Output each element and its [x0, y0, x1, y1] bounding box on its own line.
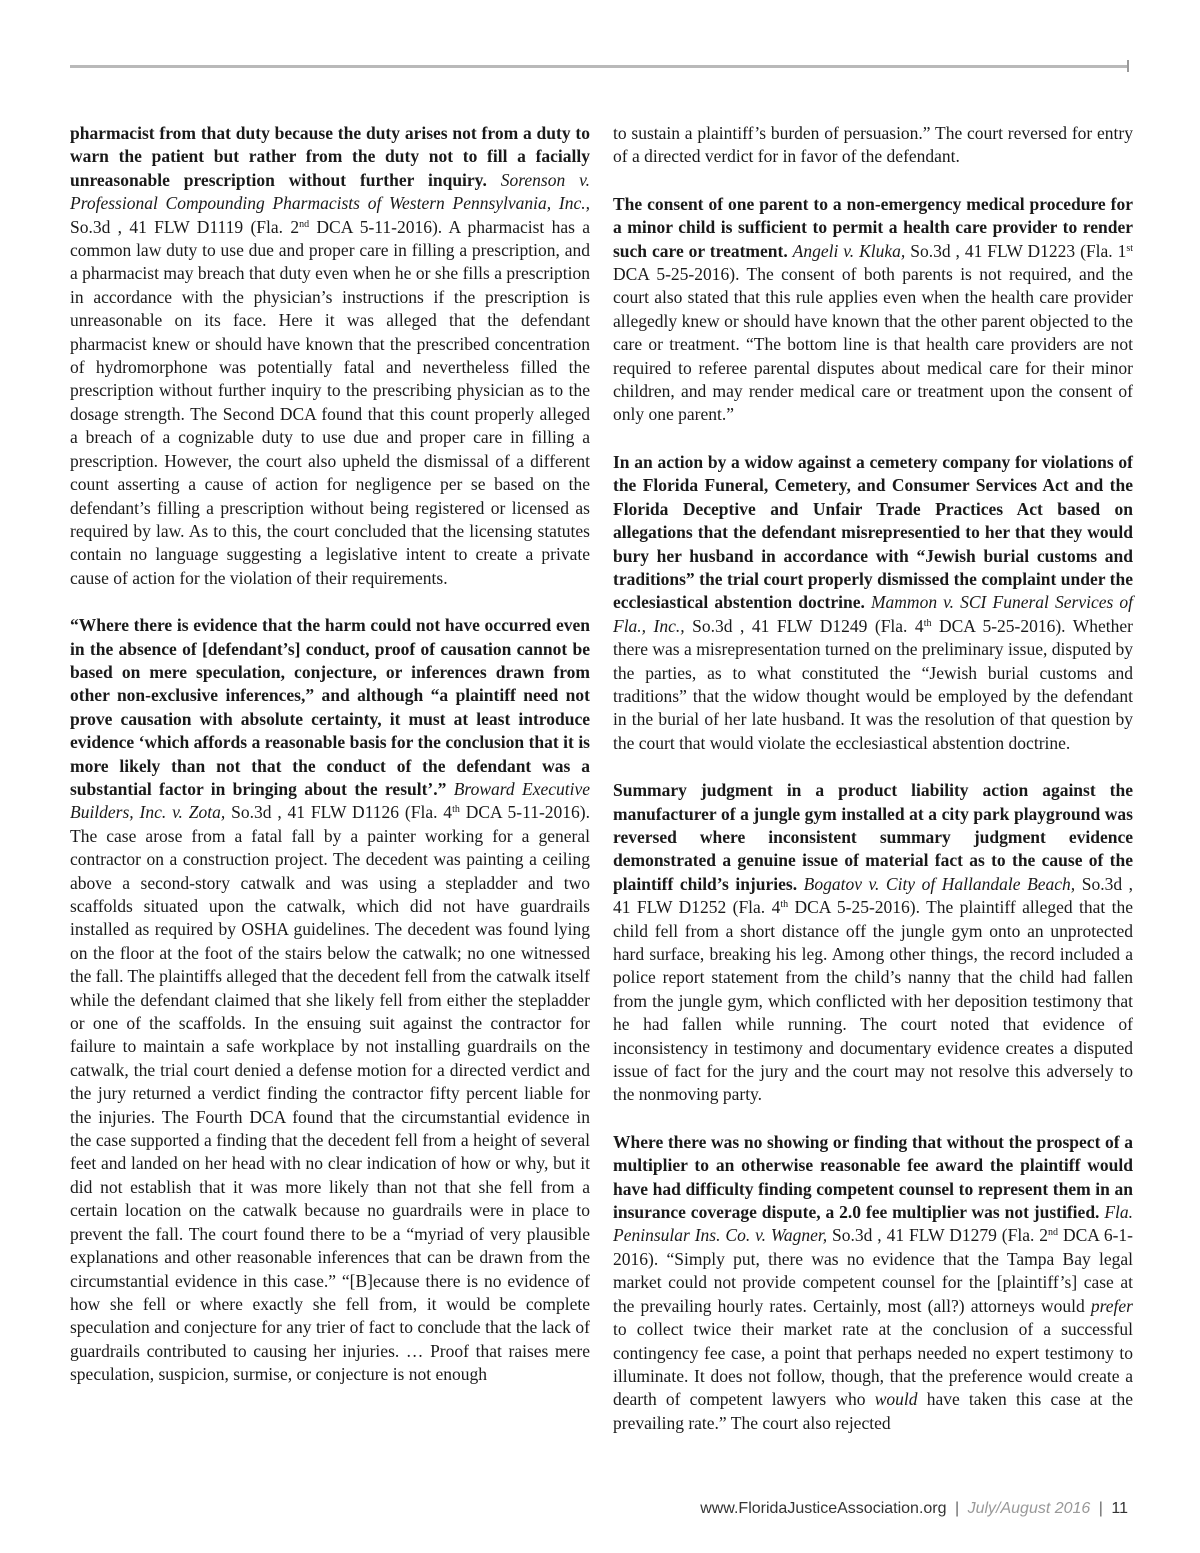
footer-separator: | [954, 1500, 960, 1517]
footer-website: www.FloridaJusticeAssociation.org [700, 1500, 947, 1517]
summary-body: “Simply put, there was no evidence that the Tampa Bay legal market could not provide competent counsel for the [plaintiff’s] case at the prevailing hourly rates. Certainly, most (all?) attorneys would [613, 1248, 1134, 1316]
right-column [613, 122, 1133, 1459]
citation-ordinal: th [452, 804, 460, 816]
summary-body: The case arose from a fatal fall by a painter working for a general contractor on a construction project. The decedent was painting a ceiling above a second-story catwalk and was using a stepladder and two scaffolds situated upon the catwalk, which did not have guardrails installed as required by OSHA guidelines. The decedent was found lying on the floor at the foot of the stairs below the catwalk; no one witnessed the fall. The plaintiffs alleged that the decedent fell from the catwalk itself while the defendant claimed that she likely fell from either the stepladder or one of the scaffolds. In the ensuing suit against the contractor for failure to maintain a safe workplace by not installing guardrails on the catwalk, the trial court denied a defense motion for a directed verdict and the jury returned a verdict finding the contractor fifty percent liable for the injuries. The Fourth DCA found that the circumstantial evidence in the case supported a finding that the decedent fell from a height of several feet and landed on her head with no clear indication of how or why, but it did not establish that it was more likely than not that she fell from a certain location on the catwalk because no guardrails were in place to prevent the fall. The court found there to be a “myriad of very plausible explanations and other reasonable inferences that can be drawn from the circumstantial evidence in this case.” “[B]ecause there is no evidence of how she fell or where exactly she fell from, it would be complete speculation and conjecture for any trier of fact to conclude that the lack of guardrails contributed to causing her injuries. … Proof that raises mere speculation, suspicion, surmise, or conjecture is not enough [70, 825, 590, 1385]
citation: So.3d , 41 FLW D1252 (Fla. 4 [613, 873, 1134, 918]
citation-ordinal: th [923, 617, 932, 629]
summary-body: have taken this case at the prevailing rate.” The court also rejected [613, 1389, 1133, 1433]
citation: So.3d , 41 FLW D1279 (Fla. 2 [827, 1225, 1049, 1246]
case-name: Broward Executive Builders, Inc. v. Zota, [70, 778, 591, 823]
citation: So.3d , 41 FLW D1119 (Fla. 2 [70, 216, 300, 237]
headnote: In an action by a widow against a cemetery company for violations of the Florida Funeral, Cemetery, and Consumer Services Act and the Florida Deceptive and Unfair Trade Practices Act based on allegations that the defendant misrepresentied to her that they would bury her husband in accordance with “Jewish burial customs and traditions” the trial court properly dismissed the complaint under the ecclesiastical abstention doctrine. [613, 451, 1133, 613]
citation-ordinal: nd [299, 218, 310, 230]
case-name: Fla. Peninsular Ins. Co. v. Wagner, [613, 1202, 1133, 1246]
left-column [70, 122, 590, 1411]
case-name: Sorenson v. Professional Compounding Pharmacists of Western Pennsylvania, Inc., [70, 169, 590, 214]
page-footer [700, 1500, 1128, 1524]
footer-issue: July/August 2016 [967, 1500, 1091, 1517]
case-name: Bogatov v. City of Hallandale Beach, [803, 873, 1076, 894]
citation: So.3d , 41 FLW D1249 (Fla. 4 [684, 615, 924, 636]
citation: So.3d , 41 FLW D1126 (Fla. 4 [225, 802, 453, 823]
footer-separator: | [1098, 1500, 1103, 1517]
headnote: Summary judgment in a product liability action against the manufacturer of a jungle gym installed at a city park playground was reversed where inconsistent summary judgment evidence demonstrated a genuine issue of material fact as to the cause of the plaintiff child’s injuries. [613, 780, 1133, 894]
case-summary-angeli [613, 193, 1133, 427]
emphasis: would [874, 1389, 918, 1410]
citation-court-date: DCA 5-25-2016). [788, 897, 920, 918]
citation-ordinal: nd [1048, 1227, 1059, 1239]
headnote: “Where there is evidence that the harm could not have occurred even in the absence of [defendant’s] conduct, proof of causation cannot be based on mere speculation, conjecture, or inferences drawn from other non-exclusive inferences,” and although “a plaintiff need not prove causation with absolute certainty, it must at least introduce evidence ‘which affords a reasonable basis for the conclusion that it is more likely than not that the conduct of the defendant was a substantial factor in bringing about the result’.” [70, 615, 590, 799]
citation-court-date: DCA 6-1-2016). [613, 1225, 1133, 1269]
citation-court-date: DCA 5-25-2016). [613, 264, 740, 285]
citation-ordinal: th [780, 899, 789, 911]
case-summary-mammon [613, 451, 1133, 755]
summary-body: to sustain a plaintiff’s burden of persuasion.” The court reversed for entry of a directed verdict for in favor of the defendant. [613, 123, 1133, 167]
summary-body: The plaintiff alleged that the child fell from a short distance off the jungle gym onto an unprotected hard surface, breaking his leg. Among other things, the record included a police report statement from the child’s nanny that the child had fallen from the jungle gym, which conflicted with her deposition testimony that he had fallen while running. The court noted that evidence of inconsistency in testimony and documentary evidence creates a disputed issue of fact for the jury and the court may not resolve this adversely to the nonmoving party. [613, 897, 1134, 1105]
summary-body: A pharmacist has a common law duty to use due and proper care in filling a prescription, and a pharmacist may breach that duty even when he or she fills a prescription in accordance with the physician’s instructions if the prescription is unreasonable on its face. Here it was alleged that the defendant pharmacist knew or should have known that the prescribed concentration of hydromorphone was potentially fatal and nevertheless filled the prescription without further inquiry to the prescribing physician as to the dosage strength. The Second DCA found that this count properly alleged a breach of a cognizable duty to use due and proper care in filling a prescription. However, the court also upheld the dismissal of a different count asserting a cause of action for negligence per se based on the defendant’s filling a prescription without being registered or licensed as required by law. As to this, the court concluded that the licensing statutes contain no language suggesting a legislative intent to create a private cause of action for the violation of their requirements. [70, 216, 591, 588]
headnote: The consent of one parent to a non-emergency medical procedure for a minor child is sufficient to permit a health care provider to render such care or treatment. [613, 193, 1133, 261]
citation: So.3d , 41 FLW D1223 (Fla. 1 [905, 240, 1127, 261]
case-summary-wagner [613, 1131, 1133, 1435]
summary-body: Whether there was a misrepresentation turned on the preliminary issue, disputed by the parties, as to what constituted the “Jewish burial customs and traditions” that the widow thought would be employed by the defendant in the burial of her late husband. It was the resolution of that question by the court that would violate the ecclesiastical abstention doctrine. [613, 615, 1133, 753]
case-name: Angeli v. Kluka, [792, 240, 906, 261]
citation-court-date: DCA 5-11-2016). [309, 216, 443, 237]
case-name: Mammon v. SCI Funeral Services of Fla., Inc., [613, 592, 1134, 636]
header-rule-end-tick [1127, 60, 1129, 72]
case-summary-sorenson [70, 122, 590, 590]
case-summary-bogatov [613, 779, 1133, 1107]
citation-court-date: DCA 5-25-2016). [931, 615, 1066, 636]
citation-court-date: DCA 5-11-2016). [459, 802, 590, 823]
summary-body: The consent of both parents is not required, and the court also stated that this rule applies even when the health care provider allegedly knew or should have known that the other parent objected to the care or treatment. “The bottom line is that health care providers are not required to referee parental disputes about medical care for their minor children, and may render medical care or treatment upon the consent of only one parent.” [613, 264, 1133, 425]
case-summary-zota [70, 614, 590, 1386]
page-number: 11 [1111, 1500, 1128, 1517]
header-rule [70, 65, 1128, 68]
headnote: Where there was no showing or finding that without the prospect of a multiplier to an otherwise reasonable fee award the plaintiff would have had difficulty finding competent counsel to represent them in an insurance coverage dispute, a 2.0 fee multiplier was not justified. [613, 1131, 1133, 1223]
emphasis: prefer [1090, 1295, 1133, 1316]
citation-ordinal: st [1126, 242, 1134, 254]
case-summary-zota-continued [613, 122, 1133, 169]
summary-body: to collect twice their market rate at the conclusion of a successful contingency fee case, a point that perhaps needed no expert testimony to illuminate. It does not follow, though, that the preference would create a dearth of competent lawyers who [613, 1319, 1133, 1410]
headnote: pharmacist from that duty because the duty arises not from a duty to warn the patient but rather from the duty not to fill a facially unreasonable prescription without further inquiry. [70, 123, 590, 190]
